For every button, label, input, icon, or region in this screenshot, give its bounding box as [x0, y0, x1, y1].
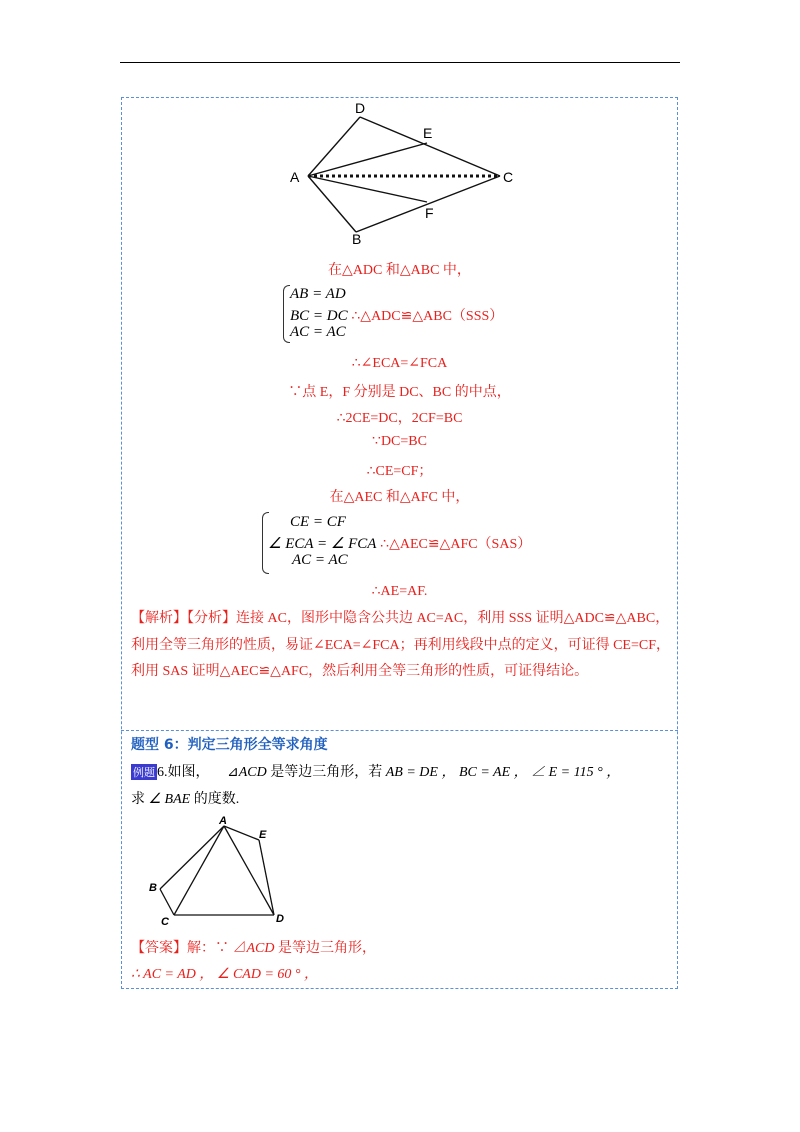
- proof-line-6: ∴CE=CF；: [366, 464, 433, 479]
- proof-line-1: 在△ADC 和△ABC 中，: [328, 263, 471, 278]
- segment-ad: [224, 826, 274, 915]
- sys2-row2: [268, 533, 531, 553]
- sys1-row1: AB = AD: [290, 286, 346, 302]
- sys1-row2-eq: BC = DC: [290, 308, 348, 324]
- label-e: E: [259, 829, 267, 841]
- label-c: C: [503, 169, 514, 185]
- sys2-row3: AC = AC: [292, 552, 348, 568]
- proof-line-4: ∴2CE=DC，2CF=BC: [336, 411, 463, 426]
- segment-bc: [160, 889, 174, 915]
- segment-af: [308, 176, 427, 202]
- sys1-row2: [290, 305, 503, 325]
- q2-angle: ∠ BAE: [148, 792, 191, 807]
- sys1-row3: AC = AC: [290, 324, 346, 340]
- proof-line-2: ∴∠ECA=∠FCA: [351, 356, 448, 371]
- label-c: C: [161, 916, 169, 928]
- segment-ae: [308, 143, 427, 176]
- answer-triangle-symbol: ⊿: [232, 941, 247, 956]
- label-e: E: [423, 125, 433, 141]
- answer-prefix: 【答案】解：∵: [131, 941, 229, 956]
- analysis-paragraph: 【解析】【分析】连接 AC，图形中隐含公共边 AC=AC，利用 SSS 证明△ADC≌△ABC，利用全等三角形的性质，易证∠ECA=∠FCA；再利用线段中点的定义，可证得 CE=CF，利用 SAS 证明△AEC≌△AFC，然后利用全等三角形的性质，可证得结论。: [131, 611, 670, 679]
- example-tag: 例题: [133, 766, 155, 779]
- sys1-conclusion: ∴△ADC≌△ABC（SSS）: [351, 309, 504, 324]
- q1-conditions: AB = DE ， BC = AE ， ∠ E = 115 ° ，: [385, 765, 621, 780]
- sys2-conclusion: ∴△AEC≌△AFC（SAS）: [380, 537, 532, 552]
- label-b: B: [352, 231, 362, 246]
- q2-prefix: 求: [131, 792, 149, 807]
- figure-kite: [280, 96, 520, 246]
- header-rule: [120, 62, 680, 63]
- q1-text: 6.如图，: [157, 765, 210, 780]
- label-d: D: [355, 100, 366, 116]
- answer-suffix: 是等边三角形，: [274, 941, 376, 956]
- q2-suffix: 的度数.: [190, 792, 240, 807]
- answer-line-1: [131, 937, 376, 957]
- label-f: F: [425, 205, 434, 221]
- section-title: 题型 6：判定三角形全等求角度: [131, 737, 328, 753]
- label-b: B: [149, 882, 157, 894]
- sys2-row1: CE = CF: [290, 514, 346, 530]
- label-a: A: [290, 169, 300, 185]
- q1-acd: ACD: [238, 765, 267, 780]
- figure-quadrilateral: [140, 810, 300, 930]
- segment-ad: [308, 117, 360, 176]
- answer-line-2: ∴ AC = AD ， ∠ CAD = 60 ° ，: [131, 967, 318, 982]
- segment-ae: [224, 826, 259, 840]
- proof-line-3: ∵点 E，F 分别是 DC、BC 的中点，: [288, 385, 511, 400]
- section-divider: [121, 730, 678, 731]
- q1-mid: 是等边三角形，若: [266, 765, 386, 780]
- answer-acd: ACD: [246, 941, 275, 956]
- proof-line-8: ∴AE=AF.: [371, 584, 428, 599]
- segment-ab: [160, 826, 224, 889]
- q1-triangle-symbol: ⊿: [227, 765, 239, 780]
- example-question-line-1: [131, 761, 620, 781]
- proof-line-7: 在△AEC 和△AFC 中，: [329, 490, 470, 505]
- sys2-row2-eq: ∠ ECA = ∠ FCA: [268, 536, 377, 552]
- label-d: D: [276, 913, 284, 925]
- example-question-line-2: [131, 788, 239, 808]
- label-a: A: [219, 815, 227, 827]
- segment-bc: [356, 176, 500, 232]
- brace-1: [283, 285, 290, 343]
- segment-ed: [259, 840, 274, 915]
- segment-ac: [174, 826, 224, 915]
- proof-line-5: ∵DC=BC: [372, 434, 427, 449]
